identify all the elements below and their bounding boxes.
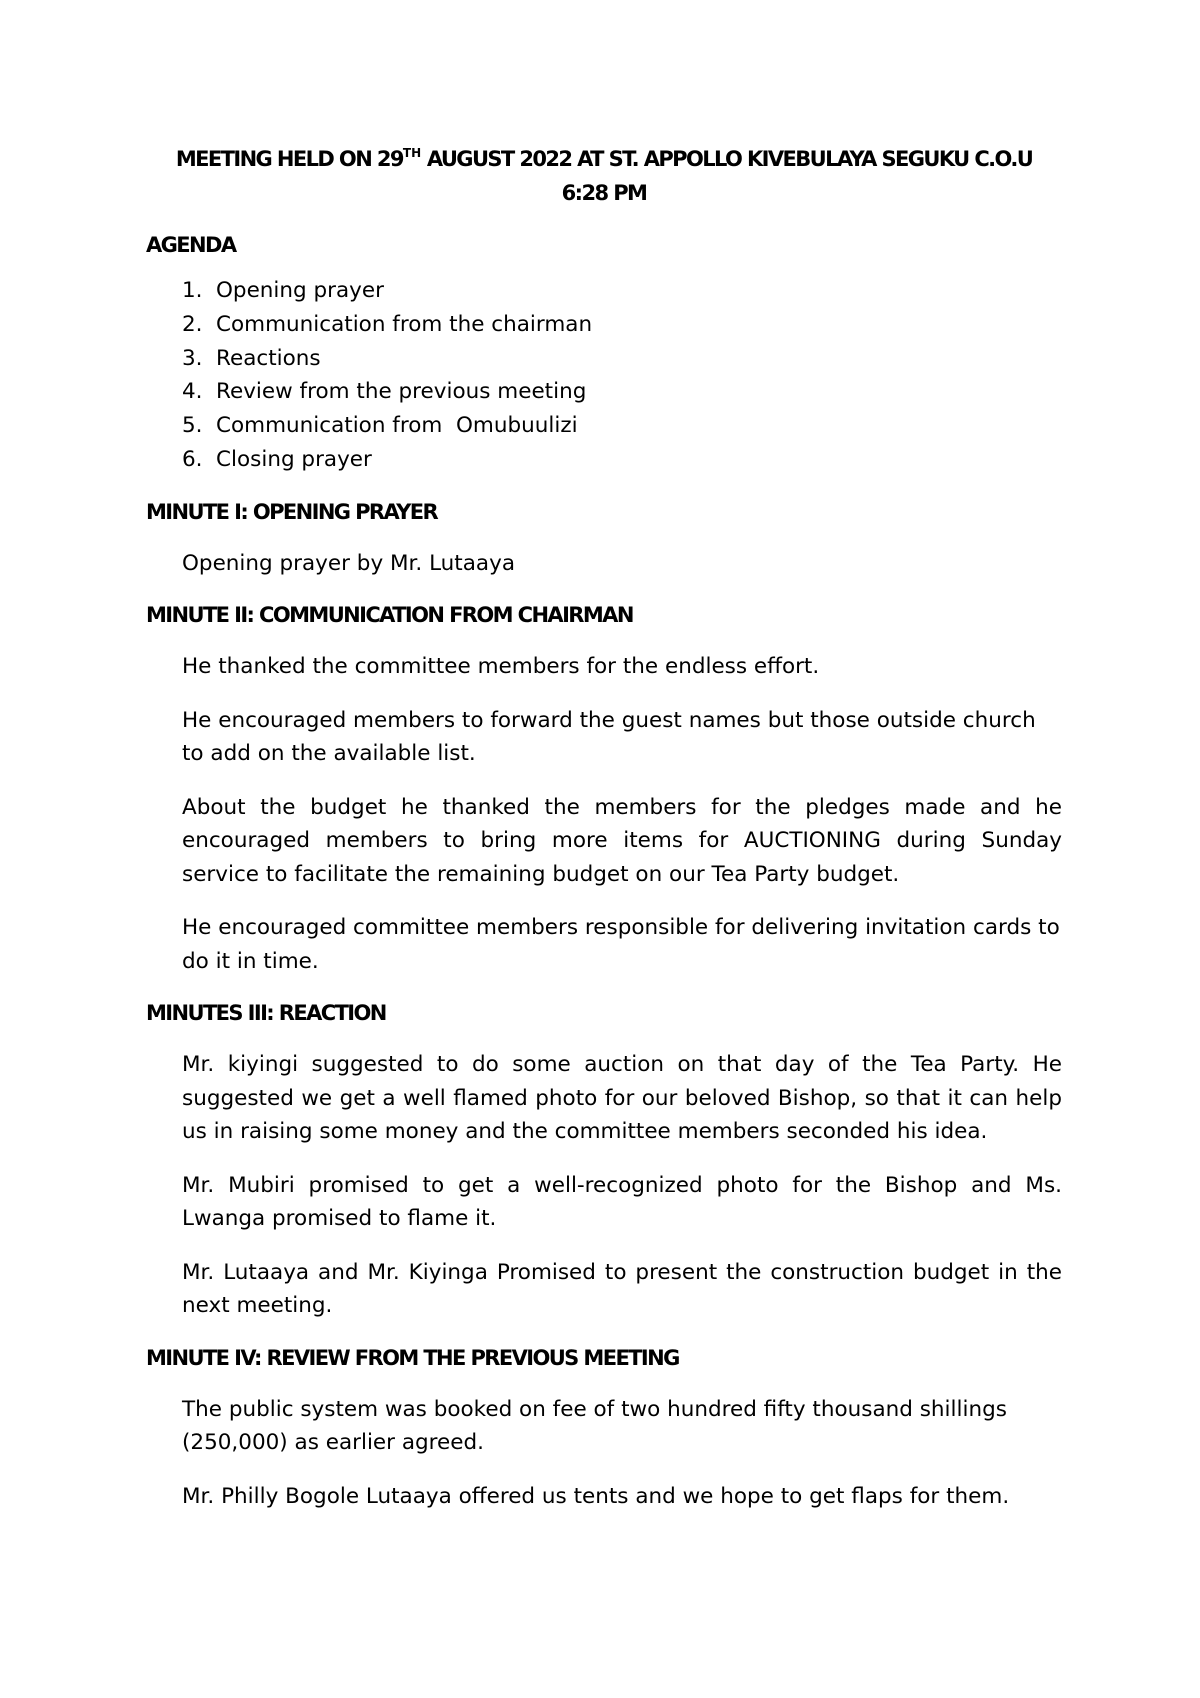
minute-3-heading: MINUTES III: REACTION: [146, 1001, 386, 1026]
minute-4-paragraph: Mr. Philly Bogole Lutaaya offered us tents and we hope to get flaps for them.: [182, 1483, 1010, 1509]
agenda-heading: AGENDA: [146, 233, 236, 257]
minute-1-heading: MINUTE I: OPENING PRAYER: [146, 499, 438, 524]
minute-3-paragraph: Mr. kiyingi suggested to do some auction on that day of the Tea Party. He suggested we get a well flamed photo for our beloved Bishop, so that it can help us in raising some money and the committee members seconded his idea.: [182, 1052, 1062, 1145]
agenda-item: 3. Reactions: [182, 345, 321, 371]
minute-4-paragraph: The public system was booked on fee of two hundred fifty thousand shillings (250,000) as earlier agreed.: [182, 1396, 1007, 1456]
minute-1-section: [146, 497, 1062, 581]
minute-3-section: [146, 998, 1062, 1323]
agenda-item: 2. Communication from the chairman: [182, 311, 593, 337]
minute-4-heading: MINUTE IV: REVIEW FROM THE PREVIOUS MEETING: [146, 1345, 679, 1370]
minute-2-heading: MINUTE II: COMMUNICATION FROM CHAIRMAN: [146, 603, 633, 628]
minute-2-section: [146, 600, 1062, 978]
minute-4-section: [146, 1343, 1062, 1514]
minute-3-paragraph: Mr. Mubiri promised to get a well-recognized photo for the Bishop and Ms. Lwanga promised to flame it.: [182, 1172, 1062, 1232]
minute-2-paragraph: He encouraged members to forward the guest names but those outside church to add on the available list.: [182, 707, 1036, 767]
meeting-title-line2: 6:28 PM: [561, 181, 647, 205]
meeting-title: [146, 142, 1062, 210]
agenda-item: 6. Closing prayer: [182, 446, 372, 472]
minute-3-paragraph: Mr. Lutaaya and Mr. Kiyinga Promised to present the construction budget in the next meeting.: [182, 1259, 1062, 1319]
minute-2-paragraph: He encouraged committee members responsible for delivering invitation cards to do it in time.: [182, 915, 1060, 974]
minute-1-paragraph: Opening prayer by Mr. Lutaaya: [182, 550, 515, 576]
agenda-item: 4. Review from the previous meeting: [182, 379, 587, 405]
agenda-item: 1. Opening prayer: [182, 278, 384, 303]
minute-2-paragraph: About the budget he thanked the members for the pledges made and he encouraged members to bring more items for AUCTIONING during Sunday service to facilitate the remaining budget on our Tea Party budget.: [182, 794, 1062, 887]
meeting-title-line1: MEETING HELD ON 29TH AUGUST 2022 AT ST. APPOLLO KIVEBULAYA SEGUKU C.O.U: [175, 146, 1033, 171]
agenda-list: [146, 274, 1062, 477]
minute-2-paragraph: He thanked the committee members for the endless effort.: [182, 654, 820, 680]
agenda-item: 5. Communication from Omubuulizi: [182, 413, 578, 439]
